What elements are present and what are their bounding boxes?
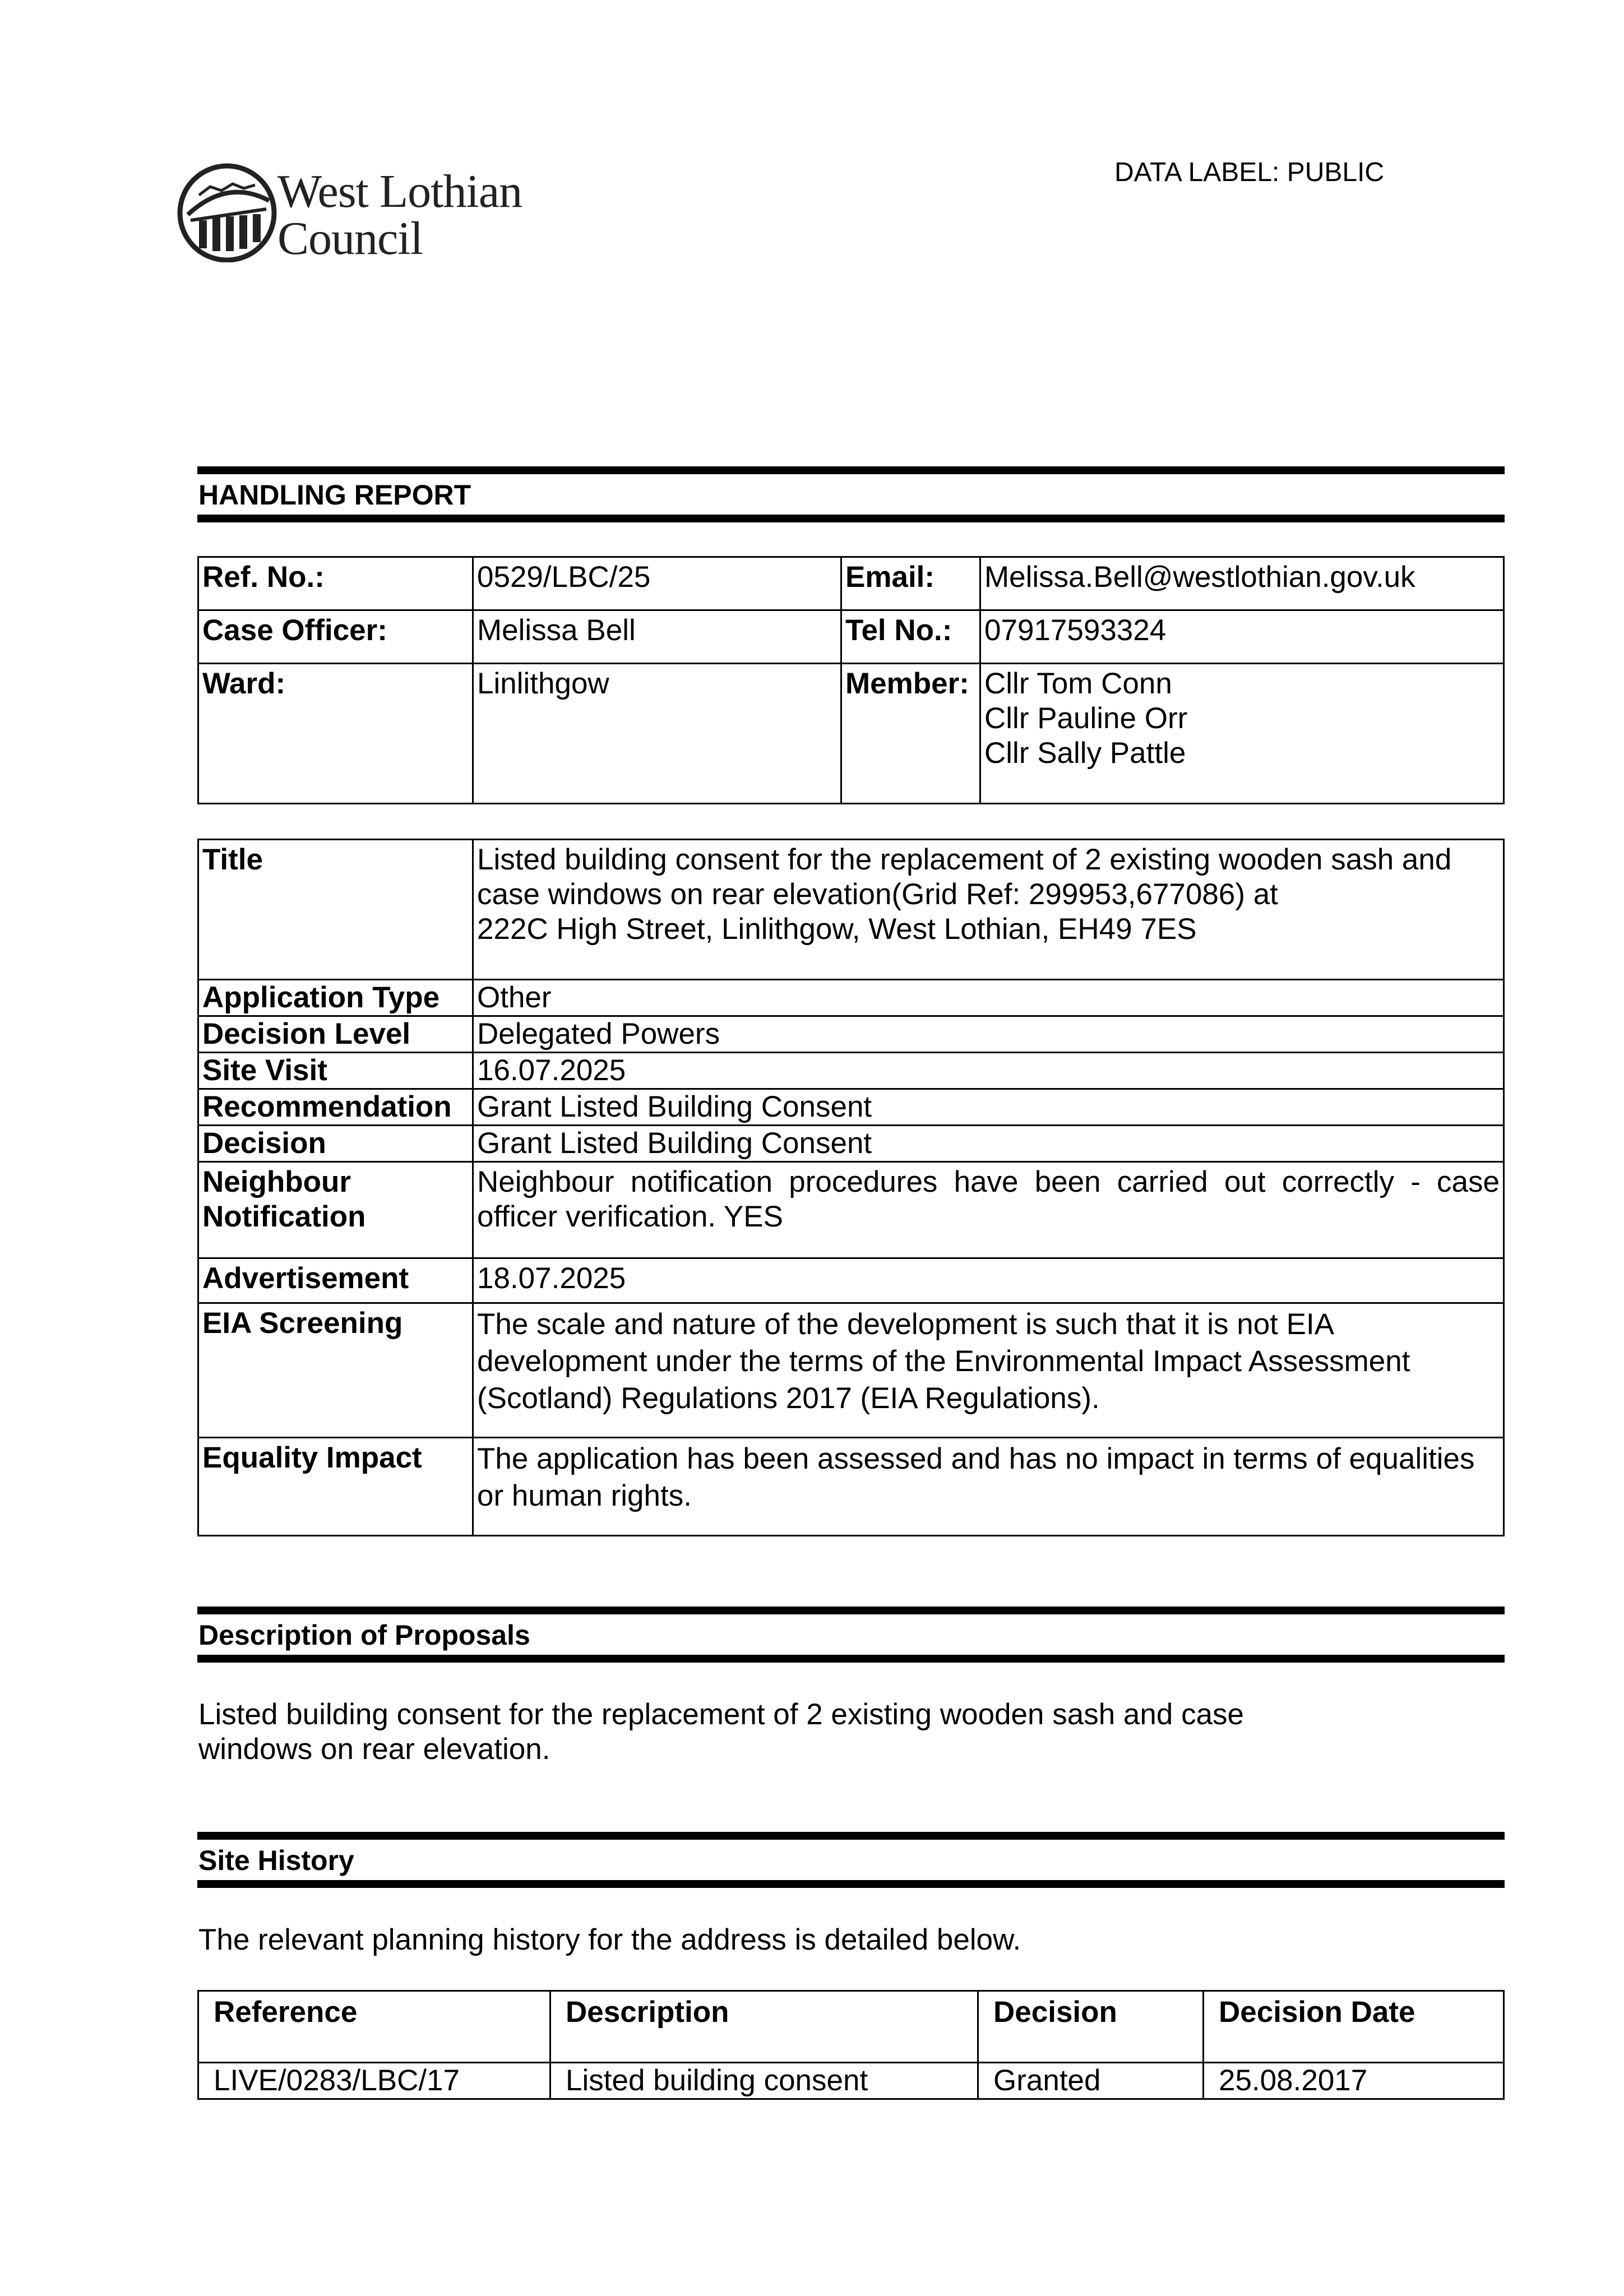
app-type-value: Other xyxy=(473,980,1504,1016)
ward-value: Linlithgow xyxy=(473,664,841,804)
logo-line-1: West Lothian xyxy=(277,165,522,217)
site-visit-value: 16.07.2025 xyxy=(473,1053,1504,1089)
advert-label: Advertisement xyxy=(198,1258,473,1303)
neighbour-line: officer verification. YES xyxy=(477,1200,783,1233)
table-row xyxy=(198,557,1504,610)
description-title: Description of Proposals xyxy=(198,1619,530,1651)
table-row xyxy=(198,1089,1504,1126)
decision-level-value: Delegated Powers xyxy=(473,1016,1504,1053)
council-crest-icon xyxy=(177,161,277,262)
site-history-title: Site History xyxy=(198,1845,354,1876)
title-line: 222C High Street, Linlithgow, West Lothian, EH49 7ES xyxy=(477,913,1197,946)
handling-report-title: HANDLING REPORT xyxy=(198,479,471,511)
equality-value xyxy=(473,1438,1504,1536)
table-header-row xyxy=(198,1991,1504,2063)
logo-line-2: Council xyxy=(277,212,423,265)
email-value[interactable]: Melissa.Bell@westlothian.gov.uk xyxy=(980,557,1504,610)
neighbour-line: Neighbour notification procedures have been carried out correctly - case xyxy=(477,1165,1500,1198)
description-line: windows on rear elevation. xyxy=(198,1733,550,1766)
eia-line: (Scotland) Regulations 2017 (EIA Regulations). xyxy=(477,1382,1100,1415)
handling-report-heading xyxy=(197,466,1505,522)
title-line: case windows on rear elevation(Grid Ref: 299953,677086) at xyxy=(477,878,1278,911)
member-item: Cllr Pauline Orr xyxy=(984,702,1188,735)
member-label: Member: xyxy=(841,664,980,804)
case-info-table xyxy=(197,556,1505,804)
table-row xyxy=(198,1303,1504,1438)
title-value xyxy=(473,840,1504,980)
eia-value xyxy=(473,1303,1504,1438)
equality-label: Equality Impact xyxy=(198,1438,473,1536)
history-description: Listed building consent xyxy=(550,2063,978,2099)
table-row xyxy=(198,610,1504,664)
ward-label: Ward: xyxy=(198,664,473,804)
officer-value: Melissa Bell xyxy=(473,610,841,664)
description-line: Listed building consent for the replacement of 2 existing wooden sash and case xyxy=(198,1698,1244,1731)
council-logo xyxy=(177,161,558,268)
column-header: Description xyxy=(550,1991,978,2063)
history-decision-date: 25.08.2017 xyxy=(1204,2063,1504,2099)
table-row xyxy=(198,980,1504,1016)
table-row xyxy=(198,664,1504,804)
neighbour-value xyxy=(473,1162,1504,1258)
site-history-heading xyxy=(197,1832,1505,1888)
table-row xyxy=(198,840,1504,980)
table-row xyxy=(198,1258,1504,1303)
member-item: Cllr Tom Conn xyxy=(984,667,1172,700)
equality-line: or human rights. xyxy=(477,1479,692,1512)
table-row xyxy=(198,2063,1504,2099)
history-reference: LIVE/0283/LBC/17 xyxy=(198,2063,550,2099)
decision-label: Decision xyxy=(198,1126,473,1162)
title-line: Listed building consent for the replacement of 2 existing wooden sash and xyxy=(477,843,1452,876)
member-item: Cllr Sally Pattle xyxy=(984,737,1186,770)
eia-label: EIA Screening xyxy=(198,1303,473,1438)
app-type-label: Application Type xyxy=(198,980,473,1016)
tel-value: 07917593324 xyxy=(980,610,1504,664)
ref-value: 0529/LBC/25 xyxy=(473,557,841,610)
equality-line: The application has been assessed and has no impact in terms of equalities xyxy=(477,1442,1475,1475)
neighbour-label-line: Neighbour xyxy=(202,1165,351,1198)
title-label: Title xyxy=(198,840,473,980)
column-header: Reference xyxy=(198,1991,550,2063)
neighbour-label-line: Notification xyxy=(202,1200,366,1233)
description-heading xyxy=(197,1607,1505,1663)
description-text xyxy=(198,1697,1244,1767)
recommendation-value: Grant Listed Building Consent xyxy=(473,1089,1504,1126)
table-row xyxy=(198,1162,1504,1258)
ref-label: Ref. No.: xyxy=(198,557,473,610)
advert-value: 18.07.2025 xyxy=(473,1258,1504,1303)
email-label: Email: xyxy=(841,557,980,610)
eia-line: The scale and nature of the development is such that it is not EIA xyxy=(477,1308,1335,1341)
table-row xyxy=(198,1016,1504,1053)
column-header: Decision xyxy=(978,1991,1204,2063)
site-visit-label: Site Visit xyxy=(198,1053,473,1089)
site-history-intro: The relevant planning history for the address is detailed below. xyxy=(198,1923,1021,1956)
decision-level-label: Decision Level xyxy=(198,1016,473,1053)
table-row xyxy=(198,1126,1504,1162)
neighbour-label xyxy=(198,1162,473,1258)
decision-value: Grant Listed Building Consent xyxy=(473,1126,1504,1162)
site-history-table xyxy=(197,1990,1505,2100)
data-label: DATA LABEL: PUBLIC xyxy=(1114,158,1385,187)
application-details-table xyxy=(197,839,1505,1536)
tel-label: Tel No.: xyxy=(841,610,980,664)
column-header: Decision Date xyxy=(1204,1991,1504,2063)
recommendation-label: Recommendation xyxy=(198,1089,473,1126)
officer-label: Case Officer: xyxy=(198,610,473,664)
history-decision: Granted xyxy=(978,2063,1204,2099)
table-row xyxy=(198,1053,1504,1089)
eia-line: development under the terms of the Environmental Impact Assessment xyxy=(477,1345,1410,1378)
member-list xyxy=(980,664,1504,804)
table-row xyxy=(198,1438,1504,1536)
